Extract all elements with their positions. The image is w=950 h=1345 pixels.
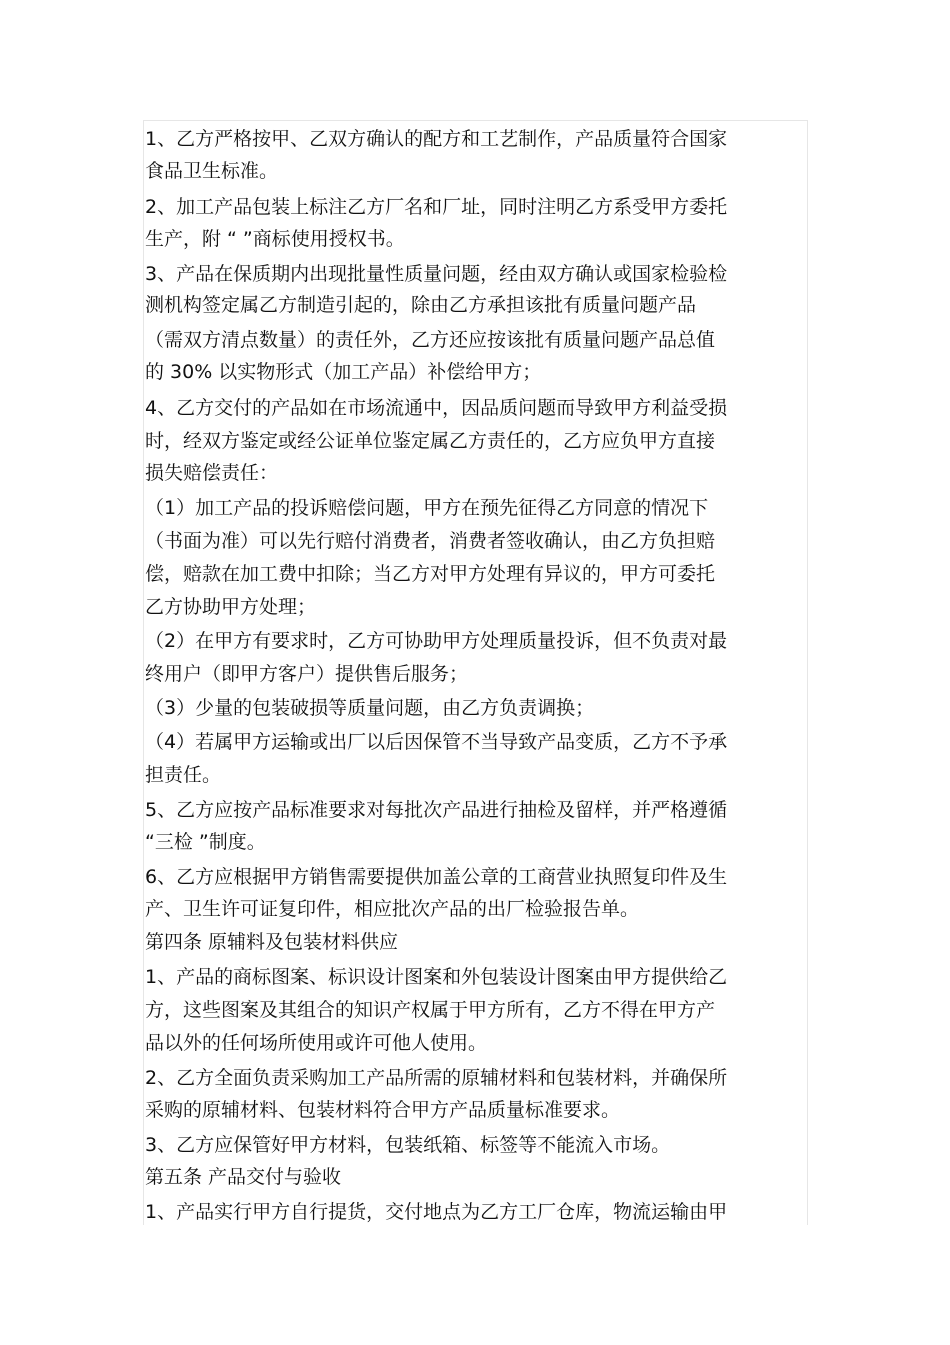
text-line-13: （书面为准）可以先行赔付消费者，消费者签收确认，由乙方负担赔 bbox=[145, 530, 716, 552]
text-line-17: 终用户（即甲方客户）提供售后服务； bbox=[145, 663, 469, 685]
text-line-27: 方，这些图案及其组合的知识产权属于甲方所有，乙方不得在甲方产 bbox=[145, 999, 716, 1021]
text-line-6: 测机构签定属乙方制造引起的，除由乙方承担该批有质量问题产品 bbox=[145, 294, 697, 316]
text-line-2: 食品卫生标准。 bbox=[145, 160, 279, 182]
text-line-4: 生产，附 “ ”商标使用授权书。 bbox=[145, 228, 405, 250]
text-line-30: 采购的原辅材料、包装材料符合甲方产品质量标准要求。 bbox=[145, 1099, 621, 1121]
text-line-31: 3、乙方应保管好甲方材料，包装纸箱、标签等不能流入市场。 bbox=[145, 1134, 671, 1156]
text-line-15: 乙方协助甲方处理； bbox=[145, 596, 317, 618]
text-line-24: 产、卫生许可证复印件，相应批次产品的出厂检验报告单。 bbox=[145, 898, 640, 920]
section-heading-article-4: 第四条 原辅料及包装材料供应 bbox=[145, 931, 399, 953]
text-line-19: （4）若属甲方运输或出厂以后因保管不当导致产品变质，乙方不予承 bbox=[145, 731, 728, 753]
text-line-23: 6、乙方应根据甲方销售需要提供加盖公章的工商营业执照复印件及生 bbox=[145, 866, 728, 888]
text-line-22: “三检 ”制度。 bbox=[145, 831, 266, 853]
text-line-26: 1、产品的商标图案、标识设计图案和外包装设计图案由甲方提供给乙 bbox=[145, 966, 728, 988]
text-line-18: （3）少量的包装破损等质量问题，由乙方负责调换； bbox=[145, 697, 595, 719]
text-line-10: 时，经双方鉴定或经公证单位鉴定属乙方责任的，乙方应负甲方直接 bbox=[145, 430, 716, 452]
text-line-29: 2、乙方全面负责采购加工产品所需的原辅材料和包装材料，并确保所 bbox=[145, 1067, 728, 1089]
text-line-5: 3、产品在保质期内出现批量性质量问题，经由双方确认或国家检验检 bbox=[145, 263, 728, 285]
text-line-14: 偿，赔款在加工费中扣除；当乙方对甲方处理有异议的，甲方可委托 bbox=[145, 563, 716, 585]
text-line-3: 2、加工产品包装上标注乙方厂名和厂址，同时注明乙方系受甲方委托 bbox=[145, 196, 728, 218]
section-heading-article-5: 第五条 产品交付与验收 bbox=[145, 1166, 342, 1188]
text-line-20: 担责任。 bbox=[145, 764, 222, 786]
text-line-21: 5、乙方应按产品标准要求对每批次产品进行抽检及留样，并严格遵循 bbox=[145, 799, 728, 821]
text-line-28: 品以外的任何场所使用或许可他人使用。 bbox=[145, 1032, 488, 1054]
text-line-7: （需双方清点数量）的责任外，乙方还应按该批有质量问题产品总值 bbox=[145, 329, 716, 351]
text-line-33: 1、产品实行甲方自行提货，交付地点为乙方工厂仓库，物流运输由甲 bbox=[145, 1201, 728, 1223]
text-line-11: 损失赔偿责任： bbox=[145, 462, 279, 484]
text-line-8: 的 30% 以实物形式（加工产品）补偿给甲方； bbox=[145, 361, 542, 383]
text-line-1: 1、乙方严格按甲、乙双方确认的配方和工艺制作，产品质量符合国家 bbox=[145, 128, 728, 150]
text-line-9: 4、乙方交付的产品如在市场流通中，因品质问题而导致甲方利益受损 bbox=[145, 397, 728, 419]
text-line-12: （1）加工产品的投诉赔偿问题，甲方在预先征得乙方同意的情况下 bbox=[145, 497, 709, 519]
text-line-16: （2）在甲方有要求时，乙方可协助甲方处理质量投诉，但不负责对最 bbox=[145, 630, 728, 652]
